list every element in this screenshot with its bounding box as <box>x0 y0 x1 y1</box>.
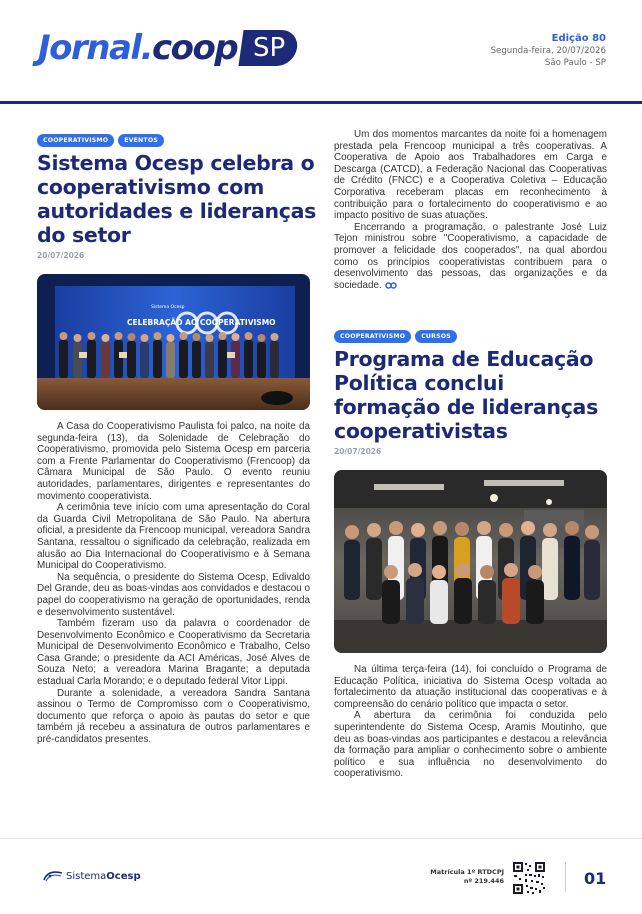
sistema-ocesp-logo[interactable] <box>42 870 141 882</box>
ocesp-logo-icon <box>42 870 64 882</box>
registration-line2: nº 219.446 <box>463 877 504 885</box>
logo-coop-text: coop <box>152 28 238 68</box>
footer-divider <box>0 838 642 839</box>
article1-tags <box>37 134 164 147</box>
footer-logo-regular: Sistema <box>66 870 107 882</box>
article1-title[interactable]: Sistema Ocesp celebra o cooperativismo com autoridades e lideranças do setor <box>37 151 317 247</box>
registration-line1: Matrícula 1º RTDCPJ <box>430 868 504 876</box>
header-divider <box>0 101 642 104</box>
registration-info <box>430 868 504 886</box>
article2-title[interactable]: Programa de Educação Política conclui formação de lideranças cooperativistas <box>334 347 598 443</box>
footer-separator <box>565 862 566 892</box>
end-mark-icon <box>385 282 397 289</box>
article2-photo <box>334 470 607 653</box>
article2-date: 20/07/2026 <box>334 447 382 456</box>
page-number: 01 <box>584 869 607 888</box>
article1-body-continued <box>334 129 607 291</box>
article1-paragraph: Na sequência, o presidente do Sistema Ocesp, Edivaldo Del Grande, deu as boas-vindas aos convidados e destacou o papel do cooperativismo na geração de oportunidades, renda e desenvolvimento sustentável. <box>37 571 310 618</box>
tag-eventos[interactable]: EVENTOS <box>118 134 164 147</box>
article1-paragraph: Encerrando a programação, o palestrante José Luiz Tejon ministrou sobre "Cooperativismo, a capacidade de promover a felicidade dos cooperados", na qual abordou como os princípios cooperativistas contribuem para o desenvolvimento das pessoas, das organizações e da sociedade. <box>334 221 607 291</box>
logo-jornal-text: Jornal. <box>38 28 152 68</box>
tag-cursos[interactable]: CURSOS <box>415 330 457 343</box>
article1-body <box>37 421 310 746</box>
footer-logo-bold: Ocesp <box>106 870 141 882</box>
article2-paragraph: A abertura da cerimônia foi conduzida pelo superintendente do Sistema Ocesp, Aramis Moutinho, que deu as boas-vindas aos participantes e destacou a relevância da formação para ampliar o conhecimento sobre o ambiente político e sua influência no desenvolvimento do cooperativismo. <box>334 710 607 780</box>
article1-paragraph: Durante a solenidade, a vereadora Sandra Santana assinou o Termo de Compromisso com o Cooperativismo, documento que reforça o apoio às pautas do setor e que também já recebeu a assinatura de outros parlamentares e pré-candidatos presentes. <box>37 687 310 746</box>
jornal-coop-logo[interactable] <box>38 28 297 68</box>
edition-date: Segunda-feira, 20/07/2026 <box>490 46 606 56</box>
article1-date: 20/07/2026 <box>37 251 85 260</box>
article2-tags <box>334 330 457 343</box>
tag-cooperativismo[interactable]: COOPERATIVISMO <box>334 330 411 343</box>
photo-banner-text: CELEBRAÇÃO AO COOPERATIVISMO <box>127 318 276 327</box>
tag-cooperativismo[interactable]: COOPERATIVISMO <box>37 134 114 147</box>
page-header <box>0 0 642 104</box>
article2-paragraph: Na última terça-feira (14), foi concluído o Programa de Educação Política, iniciativa do Sistema Ocesp voltada ao fortalecimento da atuação institucional das cooperativas e à compreensão do cenário político que impacta o setor. <box>334 664 607 710</box>
photo-brand-text: Sistema Ocesp <box>151 305 185 310</box>
article1-paragraph: Um dos momentos marcantes da noite foi a homenagem prestada pela Frencoop municipal a três cooperativas. A Cooperativa de Apoio aos Trabalhadores em Carga e Descarga (CATCD), a Federação Nacional das Cooperativas de Crédito (FNCC) e a Cooperativa Coletiva – Educação Corporativa receberam placas em reconhecimento à contribuição para o fortalecimento do cooperativismo e ao impacto positivo de suas atuações. <box>334 129 607 222</box>
edition-location: São Paulo - SP <box>544 58 606 68</box>
edition-number: Edição 80 <box>551 33 606 44</box>
logo-sp-badge: SP <box>239 30 300 66</box>
article1-paragraph: Também fizeram uso da palavra o coordenador de Desenvolvimento Econômico e Cooperativismo da Secretaria Municipal de Desenvolvimento Econômico e Trabalho, Celso Casa Grande; o presidente da ACI Américas, José Alves de Souza Neto; a vereadora Marina Bragante; a deputada estadual Carla Morando; e o deputado federal Vitor Lippi. <box>37 618 310 688</box>
article1-photo <box>37 274 310 410</box>
article1-paragraph: A Casa do Cooperativismo Paulista foi palco, na noite da segunda-feira (13), da Solenidade de Celebração do Cooperativismo, promovida pelo Sistema Ocesp em parceria com a Frente Parlamentar do Cooperativismo (Frencoop) da Câmara Municipal de São Paulo. O evento reuniu autoridades, parlamentares, dirigentes e representantes do movimento cooperativista. <box>37 421 310 502</box>
article1-paragraph: A cerimônia teve início com uma apresentação do Coral da Guarda Civil Metropolitana de São Paulo. Na abertura oficial, a presidente da Frencoop municipal, vereadora Sandra Santana, ressaltou o significado da celebração, realizada em alusão ao Dia Internacional do Cooperativismo e à Semana Municipal do Cooperativismo. <box>37 502 310 572</box>
qr-code-icon[interactable] <box>512 861 546 895</box>
article2-body <box>334 664 607 780</box>
edition-info <box>491 32 606 69</box>
